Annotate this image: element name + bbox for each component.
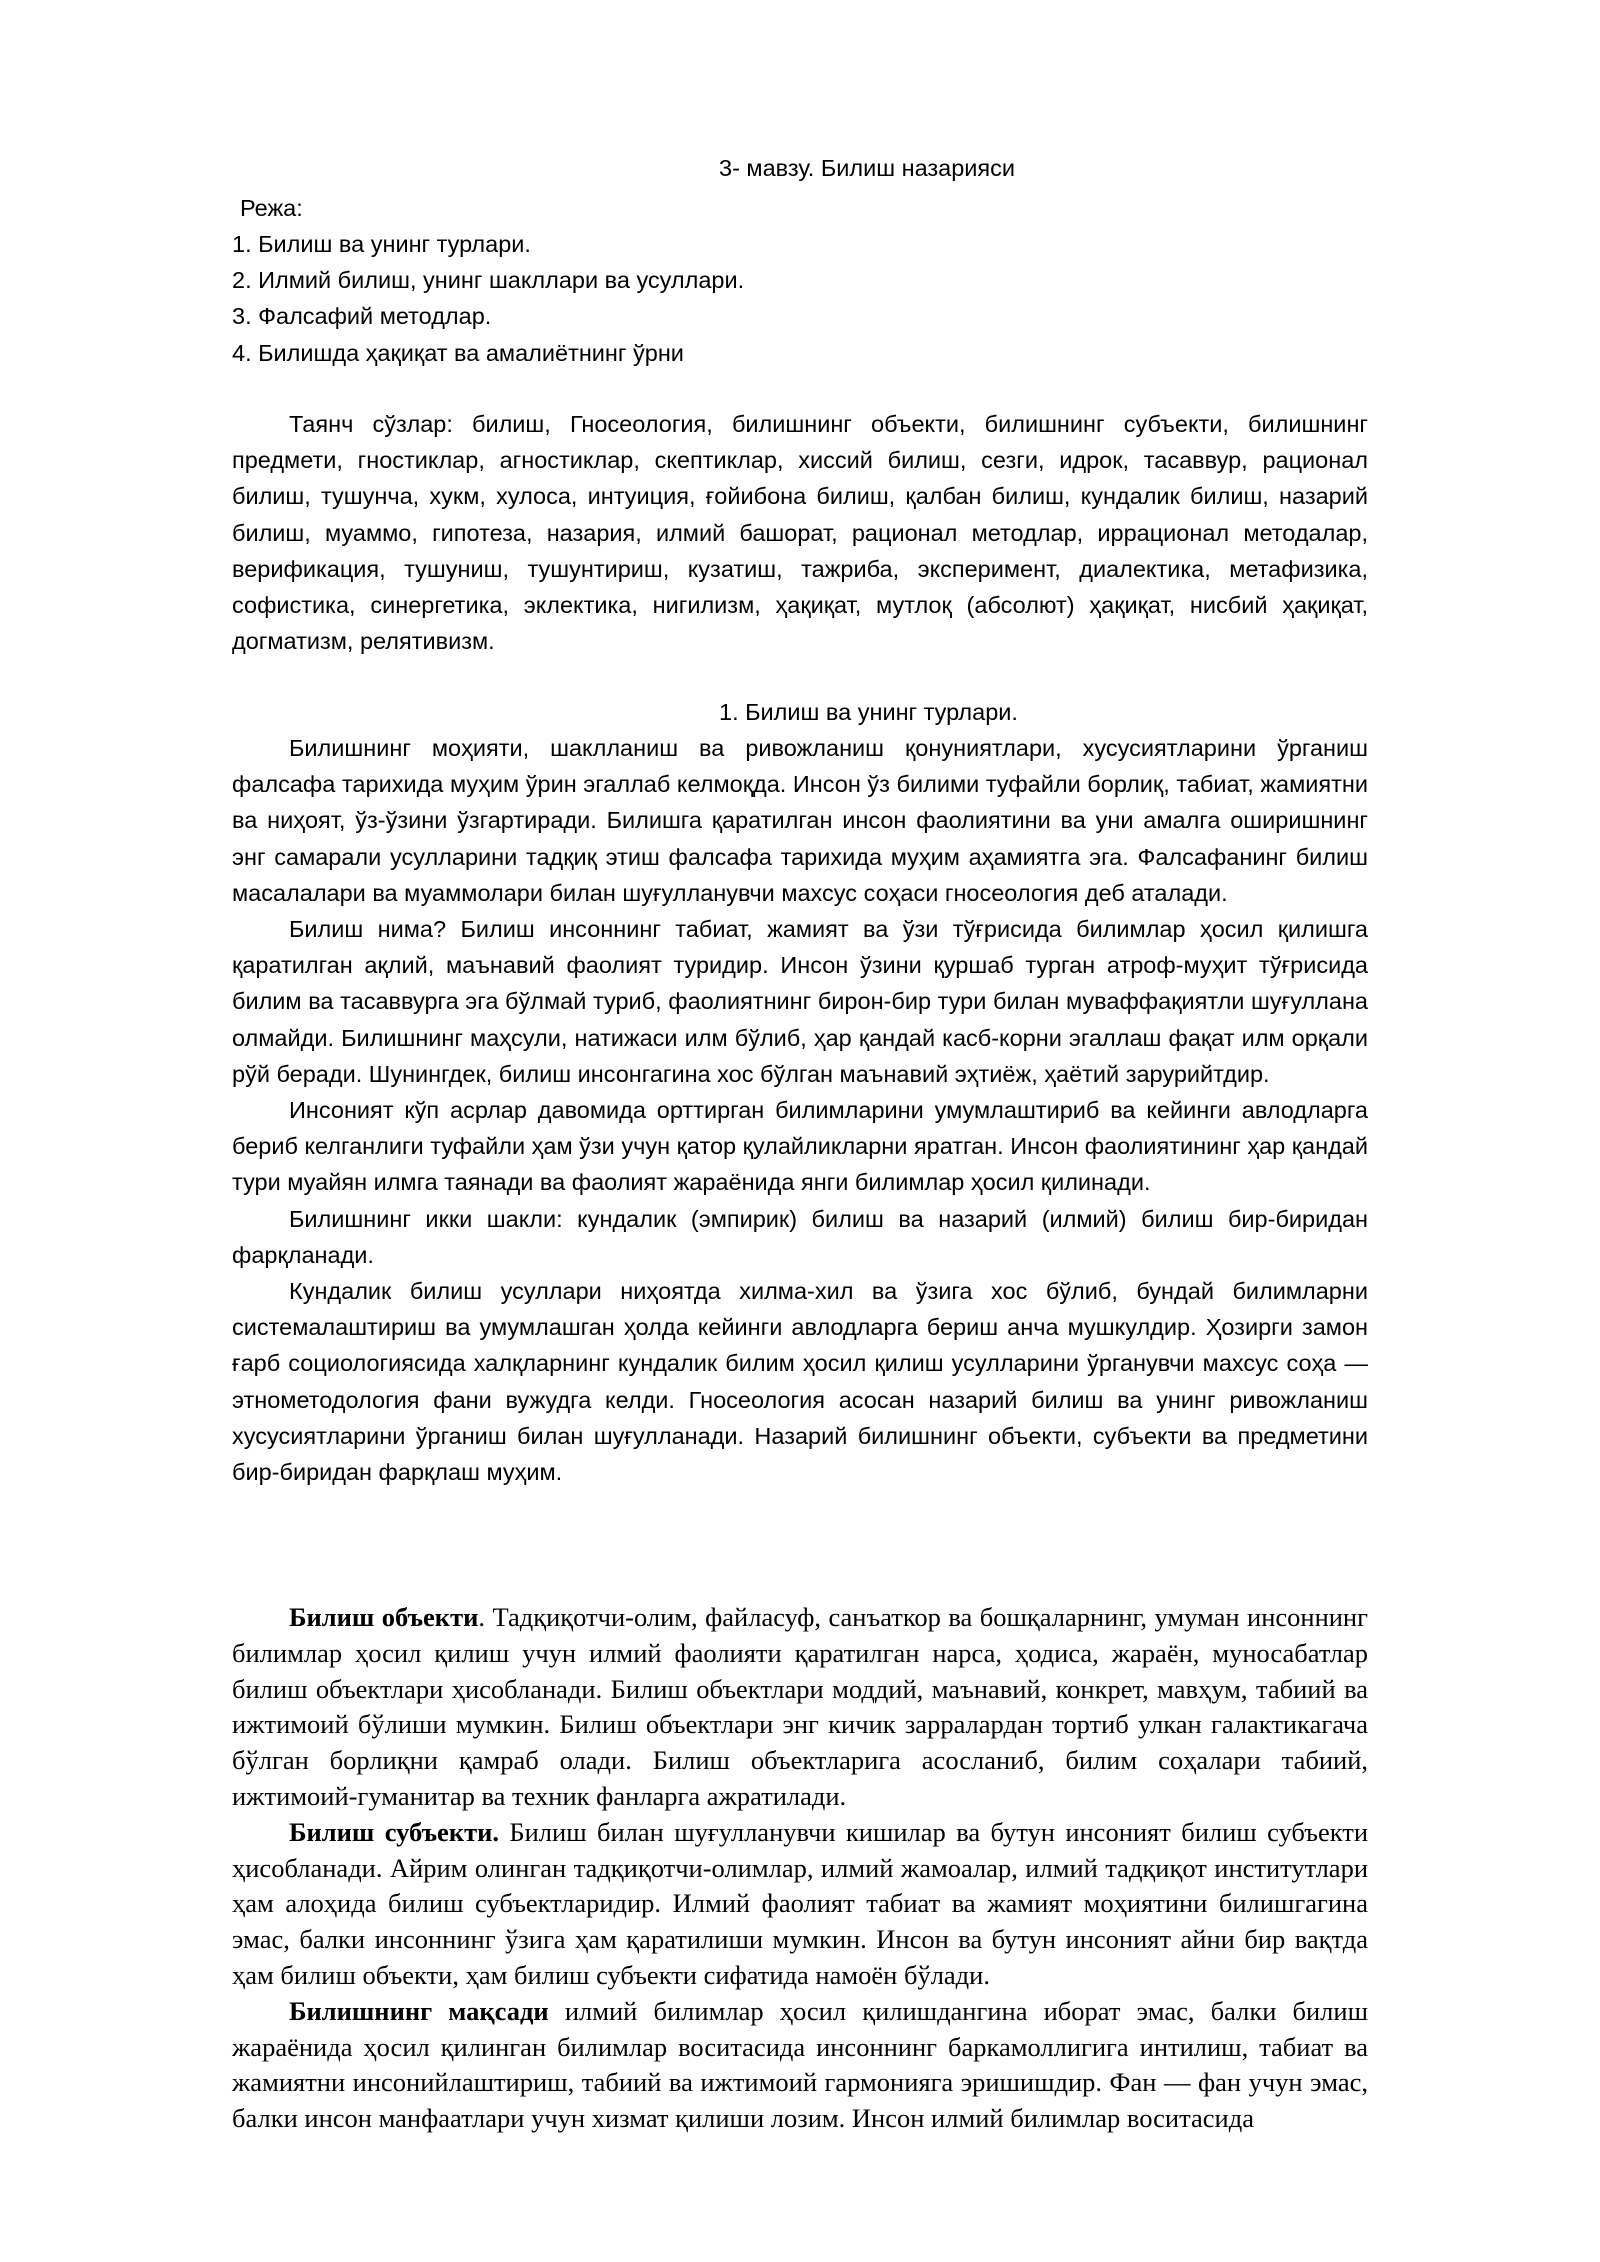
body-paragraph: Кундалик билиш усуллари ниҳоятда хилма-хил ва ўзига хос бўлиб, бундай билимларни системалаштириш ва умумлашган ҳолда кейинги авлодларга бериш анча мушкулдир. Ҳозирги замон ғарб социологиясида халқларнинг кундалик билим ҳосил қилиш усулларини ўрганувчи махсус соҳа — этнометодология фани вужудга келди. Гносеология асосан назарий билиш ва унинг ривожланиш хусусиятларини ўрганиш билан шуғулланади. Назарий билишнинг объекти, субъекти ва предметини бир-биридан фарқлаш муҳим. [232,1278,1368,1486]
definition-paragraph [232,1600,1368,1815]
section-body [232,730,1368,1490]
body-paragraph: Билишнинг моҳияти, шаклланиш ва ривожланиш қонуниятлари, хусусиятларини ўрганиш фалсафа тарихида муҳим ўрин эгаллаб келмоқда. Инсон ўз билими туфайли борлиқ, табиат, жамиятни ва ниҳоят, ўз-ўзини ўзгартиради. Билишга қаратилган инсон фаолиятини ва уни амалга оширишнинг энг самарали усулларини тадқиқ этиш фалсафа тарихида муҳим аҳамиятга эга. Фалсафанинг билиш масалалари ва муаммолари билан шуғулланувчи махсус соҳаси гносеология деб аталади. [232,735,1368,906]
plan-list [232,226,744,371]
document-title: 3- мавзу. Билиш назарияси [719,155,1016,181]
definitions-body [232,1600,1368,2137]
section-title: 1. Билиш ва унинг турлари. [719,699,1018,725]
definition-paragraph [232,1994,1368,2137]
definition-text: илмий билимлар ҳосил қилишдангина иборат эмас, балки билиш жараёнида ҳосил қилинган билимлар воситасида инсоннинг баркамоллигига интилиш, табиат ва жамиятни инсонийлаштириш, табиий ва ижтимоий гармонияга эришишдир. Фан — фан учун эмас, балки инсон манфаатлари учун хизмат қилиши лозим. Инсон илмий билимлар воситасида [232,1995,1368,2134]
definition-text: . Тадқиқотчи-олим, файласуф, санъаткор ва бошқаларнинг, умуман инсоннинг билимлар ҳосил қилиш учун илмий фаолияти қаратилган нарса, ҳодиса, жараён, муносабатлар билиш объектлари ҳисобланади. Билиш объектлари моддий, маънавий, конкрет, мавҳум, табиий ва ижтимоий бўлиши мумкин. Билиш объектлари энг кичик зарралардан тортиб улкан галактикагача бўлган борлиқни қамраб олади. Билиш объектларига асосланиб, билим соҳалари табиий, ижтимоий-гуманитар ва техник фанларга ажратилади. [232,1602,1368,1811]
plan-item: 4. Билишда ҳақиқат ва амалиётнинг ўрни [232,339,684,366]
definition-term: Билиш объекти [289,1602,479,1632]
body-paragraph: Билишнинг икки шакли: кундалик (эмпирик) билиш ва назарий (илмий) билиш бир-биридан фарқланади. [232,1205,1368,1268]
definition-paragraph [232,1815,1368,1994]
plan-item: 2. Илмий билиш, унинг шакллари ва усуллари. [232,267,745,294]
keywords-paragraph: Таянч сўзлар: билиш, Гносеология, билишнинг объекти, билишнинг субъекти, билишнинг предмети, гностиклар, агностиклар, скептиклар, хиссий билиш, сезги, идрок, тасаввур, рационал билиш, тушунча, хукм, хулоса, интуиция, ғойибона билиш, қалбан билиш, кундалик билиш, назарий билиш, муаммо, гипотеза, назария, илмий башорат, рационал методлар, иррационал методалар, верификация, тушуниш, тушунтириш, кузатиш, тажриба, эксперимент, диалектика, метафизика, софистика, синергетика, эклектика, нигилизм, ҳақиқат, мутлоқ (абсолют) ҳақиқат, нисбий ҳақиқат, догматизм, релятивизм. [232,411,1368,655]
definition-term: Билиш субъекти. [289,1816,499,1847]
definition-term: Билишнинг мақсади [289,1995,549,2026]
body-paragraph: Инсоният кўп асрлар давомида орттирган билимларини умумлаштириб ва кейинги авлодларга бериб келганлиги туфайли ҳам ўзи учун қатор қулайликларни яратган. Инсон фаолиятининг ҳар қандай тури муайян илмга таянади ва фаолият жараёнида янги билимлар ҳосил қилинади. [232,1097,1368,1196]
definition-text: Билиш билан шуғулланувчи кишилар ва бутун инсоният билиш субъекти ҳисобланади. Айрим олинган тадқиқотчи-олимлар, илмий жамоалар, илмий тадқиқот институтлари ҳам алоҳида билиш субъектларидир. Илмий фаолият табиат ва жамият моҳиятини билишгагина эмас, балки инсоннинг ўзига ҳам қаратилиши мумкин. Инсон ва бутун инсоният айни бир вақтда ҳам билиш объекти, ҳам билиш субъекти сифатида намоён бўлади. [232,1816,1368,1990]
plan-item: 1. Билиш ва унинг турлари. [232,231,531,257]
plan-item: 3. Фалсафий методлар. [232,303,492,330]
body-paragraph: Билиш нима? Билиш инсоннинг табиат, жамият ва ўзи тўғрисида билимлар ҳосил қилишга қаратилган ақлий, маънавий фаолият туридир. Инсон ўзини қуршаб турган атроф-муҳит тўғрисида билим ва тасаввурга эга бўлмай туриб, фаолиятнинг бирон-бир тури билан муваффақиятли шуғуллана олмайди. Билишнинг маҳсули, натижаси илм бўлиб, ҳар қандай касб-корни эгаллаш фақат илм орқали рўй беради. Шунингдек, билиш инсонгагина хос бўлган маънавий эҳтиёж, ҳаётий зарурийтдир. [232,916,1368,1087]
plan-heading: Режа: [240,195,303,221]
